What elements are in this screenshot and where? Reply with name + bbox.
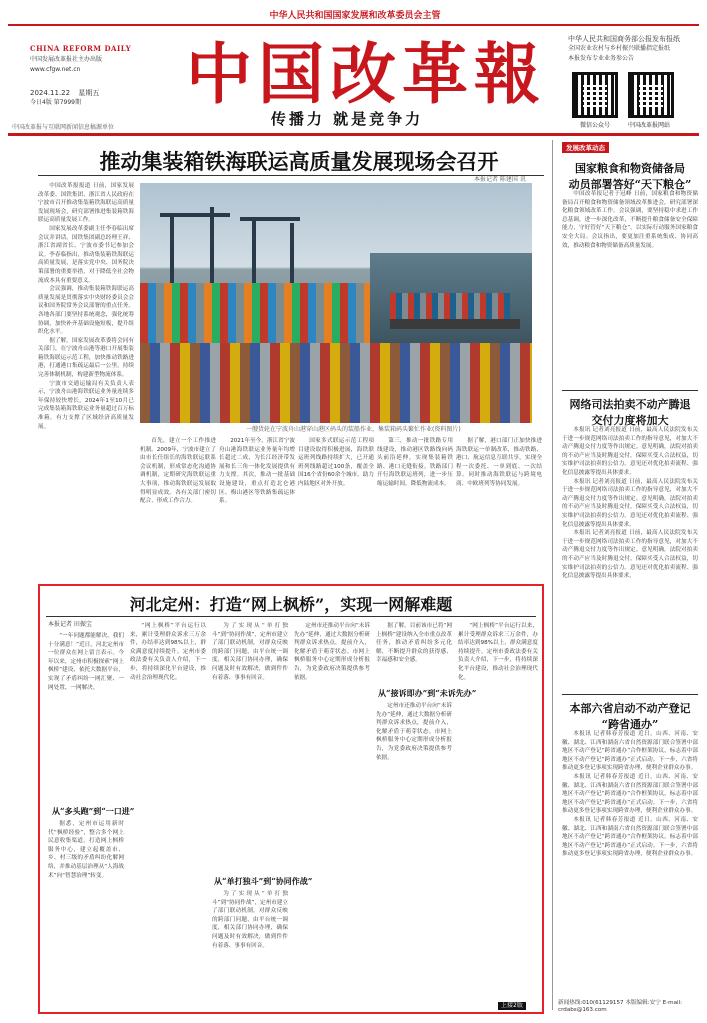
featured-column bbox=[458, 622, 538, 994]
featured-byline: 本报记者 田振宝 bbox=[48, 621, 92, 628]
tagline: 传播力 就是竞争力 bbox=[270, 110, 424, 128]
sidebar-divider bbox=[552, 140, 553, 1010]
issue-date bbox=[30, 88, 99, 98]
featured-column bbox=[48, 632, 124, 802]
sidebar-story-1 bbox=[562, 190, 698, 386]
continued-tag[interactable]: 上接2版 bbox=[498, 1002, 526, 1010]
sidebar-headline-1 bbox=[562, 160, 698, 192]
right-info-line: 中华人民共和国商务部公报发布报纸 bbox=[568, 35, 680, 43]
sidebar-rule bbox=[562, 694, 698, 695]
paragraph: 第三，推动一批铁路专用线建设，推动港区铁路线向码头前沿延伸，实现集装箱铁路、港口无缝衔接。铁路部门开行海铁联运班列，进一步压缩运输时间，降低物流成本。 bbox=[377, 438, 453, 487]
sidebar-story-3 bbox=[562, 730, 698, 992]
paragraph: 为了实现从“单打独斗”到“协同作战”，定州市建立了部门联动机制，对群众反映的跨部门问题，由平台统一调度，相关部门协同办理，确保问题及时有效解决，做到件件有着落、事事有回音。 bbox=[212, 623, 288, 681]
publisher: 中国发展改革报社主办出版 bbox=[30, 56, 103, 63]
qr-label: 微信公众号 bbox=[580, 122, 611, 129]
main-story-column bbox=[219, 437, 295, 577]
paragraph: 国家多式联运示范工程项目建设取得积极进展，海铁联运班列线路持续扩大，已开通班列线路超过100条，覆盖全国16个省份60余个城市，助力内陆地区对外开放。 bbox=[298, 438, 374, 487]
main-story-column bbox=[298, 437, 374, 577]
right-info bbox=[568, 34, 702, 64]
paragraph: 本报讯 记者刘亮报道 日前，最高人民法院发布关于进一步规范网络司法拍卖工作的指导意见，对加大不动产腾退交付力度等作出规定。意见明确，法院对拍卖的不动产应当及时腾退交付，保障买受人合法权益，切实维护司法拍卖的公信力。意见还对优化拍卖流程、强化信息披露等提出具体要求。 bbox=[562, 530, 698, 580]
featured-column bbox=[130, 622, 206, 1002]
paragraph: “网上枫桥”平台运行以来，累计受理群众诉求三万余件，办结率达到98%以上，群众满意度持续提升。定州市委政法委有关负责人介绍，下一步，将持续深化平台建设，推动社会治理现代化。 bbox=[458, 623, 538, 681]
paragraph: 据了解，港口部门正加快推进海铁联运一单制改革，推动铁路、港口、航运信息互联共享，实现全程一次委托、一单到底、一次结算。同时推动海铁联运与跨境电商、中欧班列等协同发展。 bbox=[456, 438, 542, 487]
paragraph: 本报讯 记者刘亮报道 日前，最高人民法院发布关于进一步规范网络司法拍卖工作的指导意见，对加大不动产腾退交付力度等作出规定。意见明确，法院对拍卖的不动产应当及时腾退交付，保障买受人合法权益，切实维护司法拍卖的公信力。意见还对优化拍卖流程、强化信息披露等提出具体要求。 bbox=[562, 478, 698, 528]
paragraph: 为了实现从“单打独斗”到“协同作战”，定州市建立了部门联动机制，对群众反映的跨部门问题，由平台统一调度，相关部门协同办理，确保问题及时有效解决，做到件件有着落、事事有回音。 bbox=[212, 891, 288, 949]
photo-caption: 一艘货轮在宁波舟山港穿山港区码头的装船作业，集装箱码头繁忙作业(资料图片) bbox=[246, 426, 461, 433]
featured-column bbox=[212, 622, 288, 872]
section-tag: 发展改革动态 bbox=[562, 142, 609, 153]
paragraph: “网上枫桥”平台运行以来，累计受理群众诉求三万余件，办结率达到98%以上，群众满意度持续提升。定州市委政法委有关负责人介绍，下一步，将持续深化平台建设，推动社会治理现代化。 bbox=[130, 623, 206, 681]
port-photo bbox=[140, 183, 532, 423]
headline-line: 本部六省启动不动产登记 bbox=[569, 702, 691, 715]
headline-rule bbox=[38, 175, 544, 176]
paragraph: 本报讯 记者韩春芳报道 近日，山西、河南、安徽、湖北、江西和湖南六省自然资源部门联合签署中部地区不动产登记“跨省通办”合作框架协议，标志着中部地区不动产登记“跨省通办”正式启动。下一步，六省将推动更多登记事项实现跨省办理，便利企业群众办事。 bbox=[562, 731, 698, 772]
headline-line: 动员部署答好“天下粮仓” bbox=[568, 178, 692, 191]
headline-line: 网络司法拍卖不动产腾退 bbox=[569, 398, 691, 411]
paragraph: 本报讯 记者刘亮报道 日前，最高人民法院发布关于进一步规范网络司法拍卖工作的指导意见，对加大不动产腾退交付力度等作出规定。意见明确，法院对拍卖的不动产应当及时腾退交付，保障买受人合法权益，切实维护司法拍卖的公信力。意见还对优化拍卖流程、强化信息披露等提出具体要求。 bbox=[562, 427, 698, 476]
featured-column bbox=[212, 890, 288, 1002]
website-url: www.cfgw.net.cn bbox=[30, 66, 81, 73]
paragraph: 据了解，目前该市已将“网上枫桥”建设纳入全市重点改革任务，推动矛盾纠纷多元化解，不断提升群众的获得感、幸福感和安全感。 bbox=[376, 623, 452, 664]
headline-line: 国家粮食和物资储备局 bbox=[575, 162, 685, 175]
paragraph: 定州市还推动平台向“未诉先办”延伸，通过大数据分析研判群众诉求热点，提前介入，化解矛盾于萌芽状态。市网上枫桥服务中心定期形成分析报告，为党委政府决策提供参考依据。 bbox=[294, 623, 370, 681]
paragraph: 本报讯 记者韩春芳报道 近日，山西、河南、安徽、湖北、江西和湖南六省自然资源部门联合签署中部地区不动产登记“跨省通办”合作框架协议，标志着中部地区不动产登记“跨省通办”正式启动。下一步，六省将推动更多登记事项实现跨省办理，便利企业群众办事。 bbox=[562, 773, 698, 815]
masthead-rule bbox=[8, 133, 699, 136]
headline-line: “跨省通办” bbox=[601, 718, 659, 731]
date: 2024.11.22 bbox=[30, 89, 71, 97]
right-info-line: 全国农业农村与乡村振兴联播指定报纸 bbox=[568, 45, 671, 52]
paragraph: 会议强调，推动集装箱铁海联运高质量发展是贯彻落实中央财经委员会会议和国务院常务会议部署的重点任务。各地各部门要坚持系统观念，强化统筹协调，加快补齐基础设施短板，提升组织化水平。 bbox=[38, 286, 134, 336]
paragraph: 本报讯 记者韩春芳报道 近日，山西、河南、安徽、湖北、江西和湖南六省自然资源部门联合签署中部地区不动产登记“跨省通办”合作框架协议，标志着中部地区不动产登记“跨省通办”正式启动。下一步，六省将推动更多登记事项实现跨省办理，便利企业群众办事。 bbox=[562, 816, 698, 858]
left-footer-note: 中国改革报与互联网新闻信息稿源单位 bbox=[12, 124, 115, 131]
sidebar-headline-2 bbox=[562, 396, 698, 428]
featured-subhead: 从“单打独斗”到“协同作战” bbox=[214, 876, 313, 886]
paragraph: 据了解，国家发展改革委将会同有关部门，在宁波舟山港等港口开展集装箱铁海联运示范工程，加快推动铁路进港，打通港口集疏运最后一公里，持续完善体制机制，构建新型物流体系。 bbox=[38, 337, 134, 379]
qr-label: 中国改革报网站 bbox=[628, 122, 671, 129]
paragraph: 首先，建立一个工作推进机制。2009年，宁波市建立了由市长任组长的海铁联运联系会议机制，形成常态化沟通协调机制，定期研究海铁联运重大事项，推动海铁联运发展取得明显成效。各有关部门密切配合，形成工作合力。 bbox=[140, 438, 216, 505]
top-slogan: 中华人民共和国国家发展和改革委员会主管 bbox=[269, 11, 441, 21]
headline-line: 交付力度将加大 bbox=[591, 414, 669, 427]
byline: 本报记者 陈建国 讯 bbox=[474, 176, 526, 183]
featured-column bbox=[48, 820, 124, 1000]
main-story-column bbox=[377, 437, 453, 577]
issue-info: 今日4版 第7999期 bbox=[30, 99, 81, 106]
sidebar-rule bbox=[562, 390, 698, 391]
paragraph: 中国改革报报道 日前，国家发展改革委、国铁集团、浙江省人民政府在宁波市召开推动集装箱铁海联运高质量发展现场会，研究部署推进集装箱铁海联运高质量发展工作。 bbox=[38, 183, 134, 224]
paragraph: 定州市还推动平台向“未诉先办”延伸，通过大数据分析研判群众诉求热点，提前介入，化解矛盾于萌芽状态。市网上枫桥服务中心定期形成分析报告，为党委政府决策提供参考依据。 bbox=[376, 703, 452, 761]
weekday: 星期五 bbox=[78, 89, 100, 97]
top-rule bbox=[8, 24, 699, 26]
featured-column bbox=[376, 702, 452, 1002]
featured-headline: 河北定州：打造“网上枫桥”，实现一网解难题 bbox=[129, 595, 453, 614]
newspaper-logo: 中国改革報 bbox=[186, 35, 546, 113]
featured-column bbox=[376, 622, 452, 682]
sidebar-headline-3 bbox=[562, 700, 698, 732]
main-headline: 推动集装箱铁海联运高质量发展现场会召开 bbox=[99, 149, 499, 174]
main-story-left-column bbox=[38, 182, 134, 578]
featured-column bbox=[294, 622, 370, 1002]
page-footer: 新闻热线:010(61129157 本版编辑:安宁 E-mail: crdabs@163.com bbox=[558, 1000, 683, 1013]
website-qr-code bbox=[628, 72, 674, 118]
sidebar-story-2 bbox=[562, 426, 698, 688]
main-story-column bbox=[140, 437, 216, 577]
featured-subhead: 从“接诉即办”到“未诉先办” bbox=[378, 688, 477, 698]
paragraph: 中国改革报记者于冠峰 日前，国家粮食和物资储备局召开粮食和物资储备领域改革推进会，研究部署深化粮食领域改革工作。会议强调，要坚持稳中求进工作总基调，进一步深化改革，不断提升粮食储备安全保障能力，守好管好“天下粮仓”，以实际行动服务国家粮食安全大局。会议指出，要更加注重系统集成、协同高效，推动粮食和物资储备高质量发展。 bbox=[562, 191, 698, 249]
english-name: CHINA REFORM DAILY bbox=[30, 44, 132, 53]
featured-rule bbox=[46, 616, 536, 617]
paragraph: 国家发展改革委副主任李春临出席会议并讲话。国铁集团副总经理王祥、浙江省副省长、宁波市委书记参加会议。李春临指出，推动集装箱铁海联运高质量发展，是落实党中央、国务院决策部署的重要举措，对于降低全社会物流成本具有重要意义。 bbox=[38, 225, 134, 284]
paragraph: “一年问题都能解决，我们十分满意！”近日，河北定州市一位群众在网上留言表示。今年以来，定州市积极探索“网上枫桥”建设，依托大数据平台，实现了矛盾纠纷一网汇聚、一网处置、一网解决。 bbox=[48, 633, 124, 691]
paragraph: 2021年至今，浙江省宁波舟山港海铁联运业务量年均增长超过二成，为长江经济带发展和长三角一体化发展提供有力支撑。其次，推动一批基础设施建设，重点打造北仑港区、梅山港区等铁路集疏运体系。 bbox=[219, 438, 295, 505]
paragraph: 宁波市交通运输局有关负责人表示，宁波舟山港海铁联运业务量连续多年保持较快增长，2024年1至10月已完成集装箱海铁联运业务量超过百万标准箱，有力支撑了区域经济高质量发展。 bbox=[38, 380, 134, 430]
right-info-line: 本报发布专业业务参公告 bbox=[568, 55, 635, 62]
featured-subhead: 从“多头跑”到“一口进” bbox=[52, 806, 135, 816]
wechat-qr-code bbox=[572, 72, 618, 118]
paragraph: 据悉，定州市运用新时代“枫桥经验”，整合多个网上民意收集渠道，打造网上枫桥服务中心，建立起覆盖市、乡、村三级的矛盾纠纷化解网络，并推动基层治理从“人海战术”向“智慧治理”转变。 bbox=[48, 821, 124, 879]
main-story-column bbox=[456, 437, 542, 577]
